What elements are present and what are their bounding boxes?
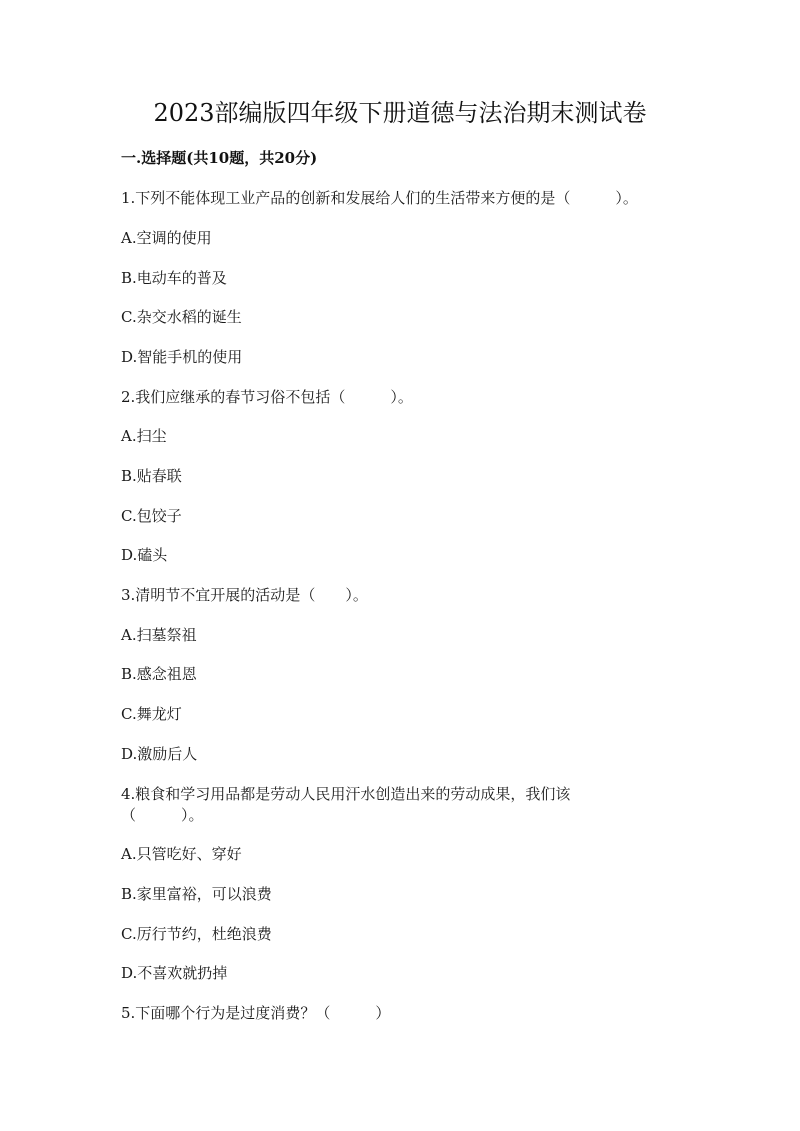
question-2-option-b: B.贴春联 (121, 467, 182, 485)
question-4-option-b: B.家里富裕，可以浪费 (121, 885, 272, 903)
question-4-stem-line-1: 4.粮食和学习用品都是劳动人民用汗水创造出来的劳动成果，我们该 (121, 785, 571, 803)
question-1-option-b: B.电动车的普及 (121, 269, 227, 287)
question-2-option-d: D.磕头 (121, 546, 168, 564)
page-title: 2023部编版四年级下册道德与法治期末测试卷 (153, 99, 647, 127)
question-1-option-a: A.空调的使用 (121, 229, 212, 247)
question-3-option-a: A.扫墓祭祖 (121, 626, 197, 644)
question-1-stem: 1.下列不能体现工业产品的创新和发展给人们的生活带来方便的是（ ）。 (121, 189, 638, 207)
question-2-stem: 2.我们应继承的春节习俗不包括（ ）。 (121, 388, 413, 406)
question-4-stem-line-2: （ ）。 (121, 806, 204, 824)
question-3-option-b: B.感念祖恩 (121, 665, 197, 683)
question-1-option-d: D.智能手机的使用 (121, 348, 243, 366)
question-2-option-c: C.包饺子 (121, 507, 182, 525)
question-3-option-c: C.舞龙灯 (121, 705, 182, 723)
question-2-option-a: A.扫尘 (121, 427, 167, 445)
question-1-option-c: C.杂交水稻的诞生 (121, 308, 242, 326)
question-3-stem: 3.清明节不宜开展的活动是（ ）。 (121, 586, 368, 604)
question-4-option-a: A.只管吃好、穿好 (121, 845, 242, 863)
question-4-option-c: C.厉行节约，杜绝浪费 (121, 925, 272, 943)
question-5-stem: 5.下面哪个行为是过度消费？（ ） (121, 1004, 391, 1022)
question-3-option-d: D.激励后人 (121, 745, 198, 763)
section-heading: 一.选择题(共10题，共20分) (121, 149, 318, 167)
question-4-option-d: D.不喜欢就扔掉 (121, 964, 228, 982)
